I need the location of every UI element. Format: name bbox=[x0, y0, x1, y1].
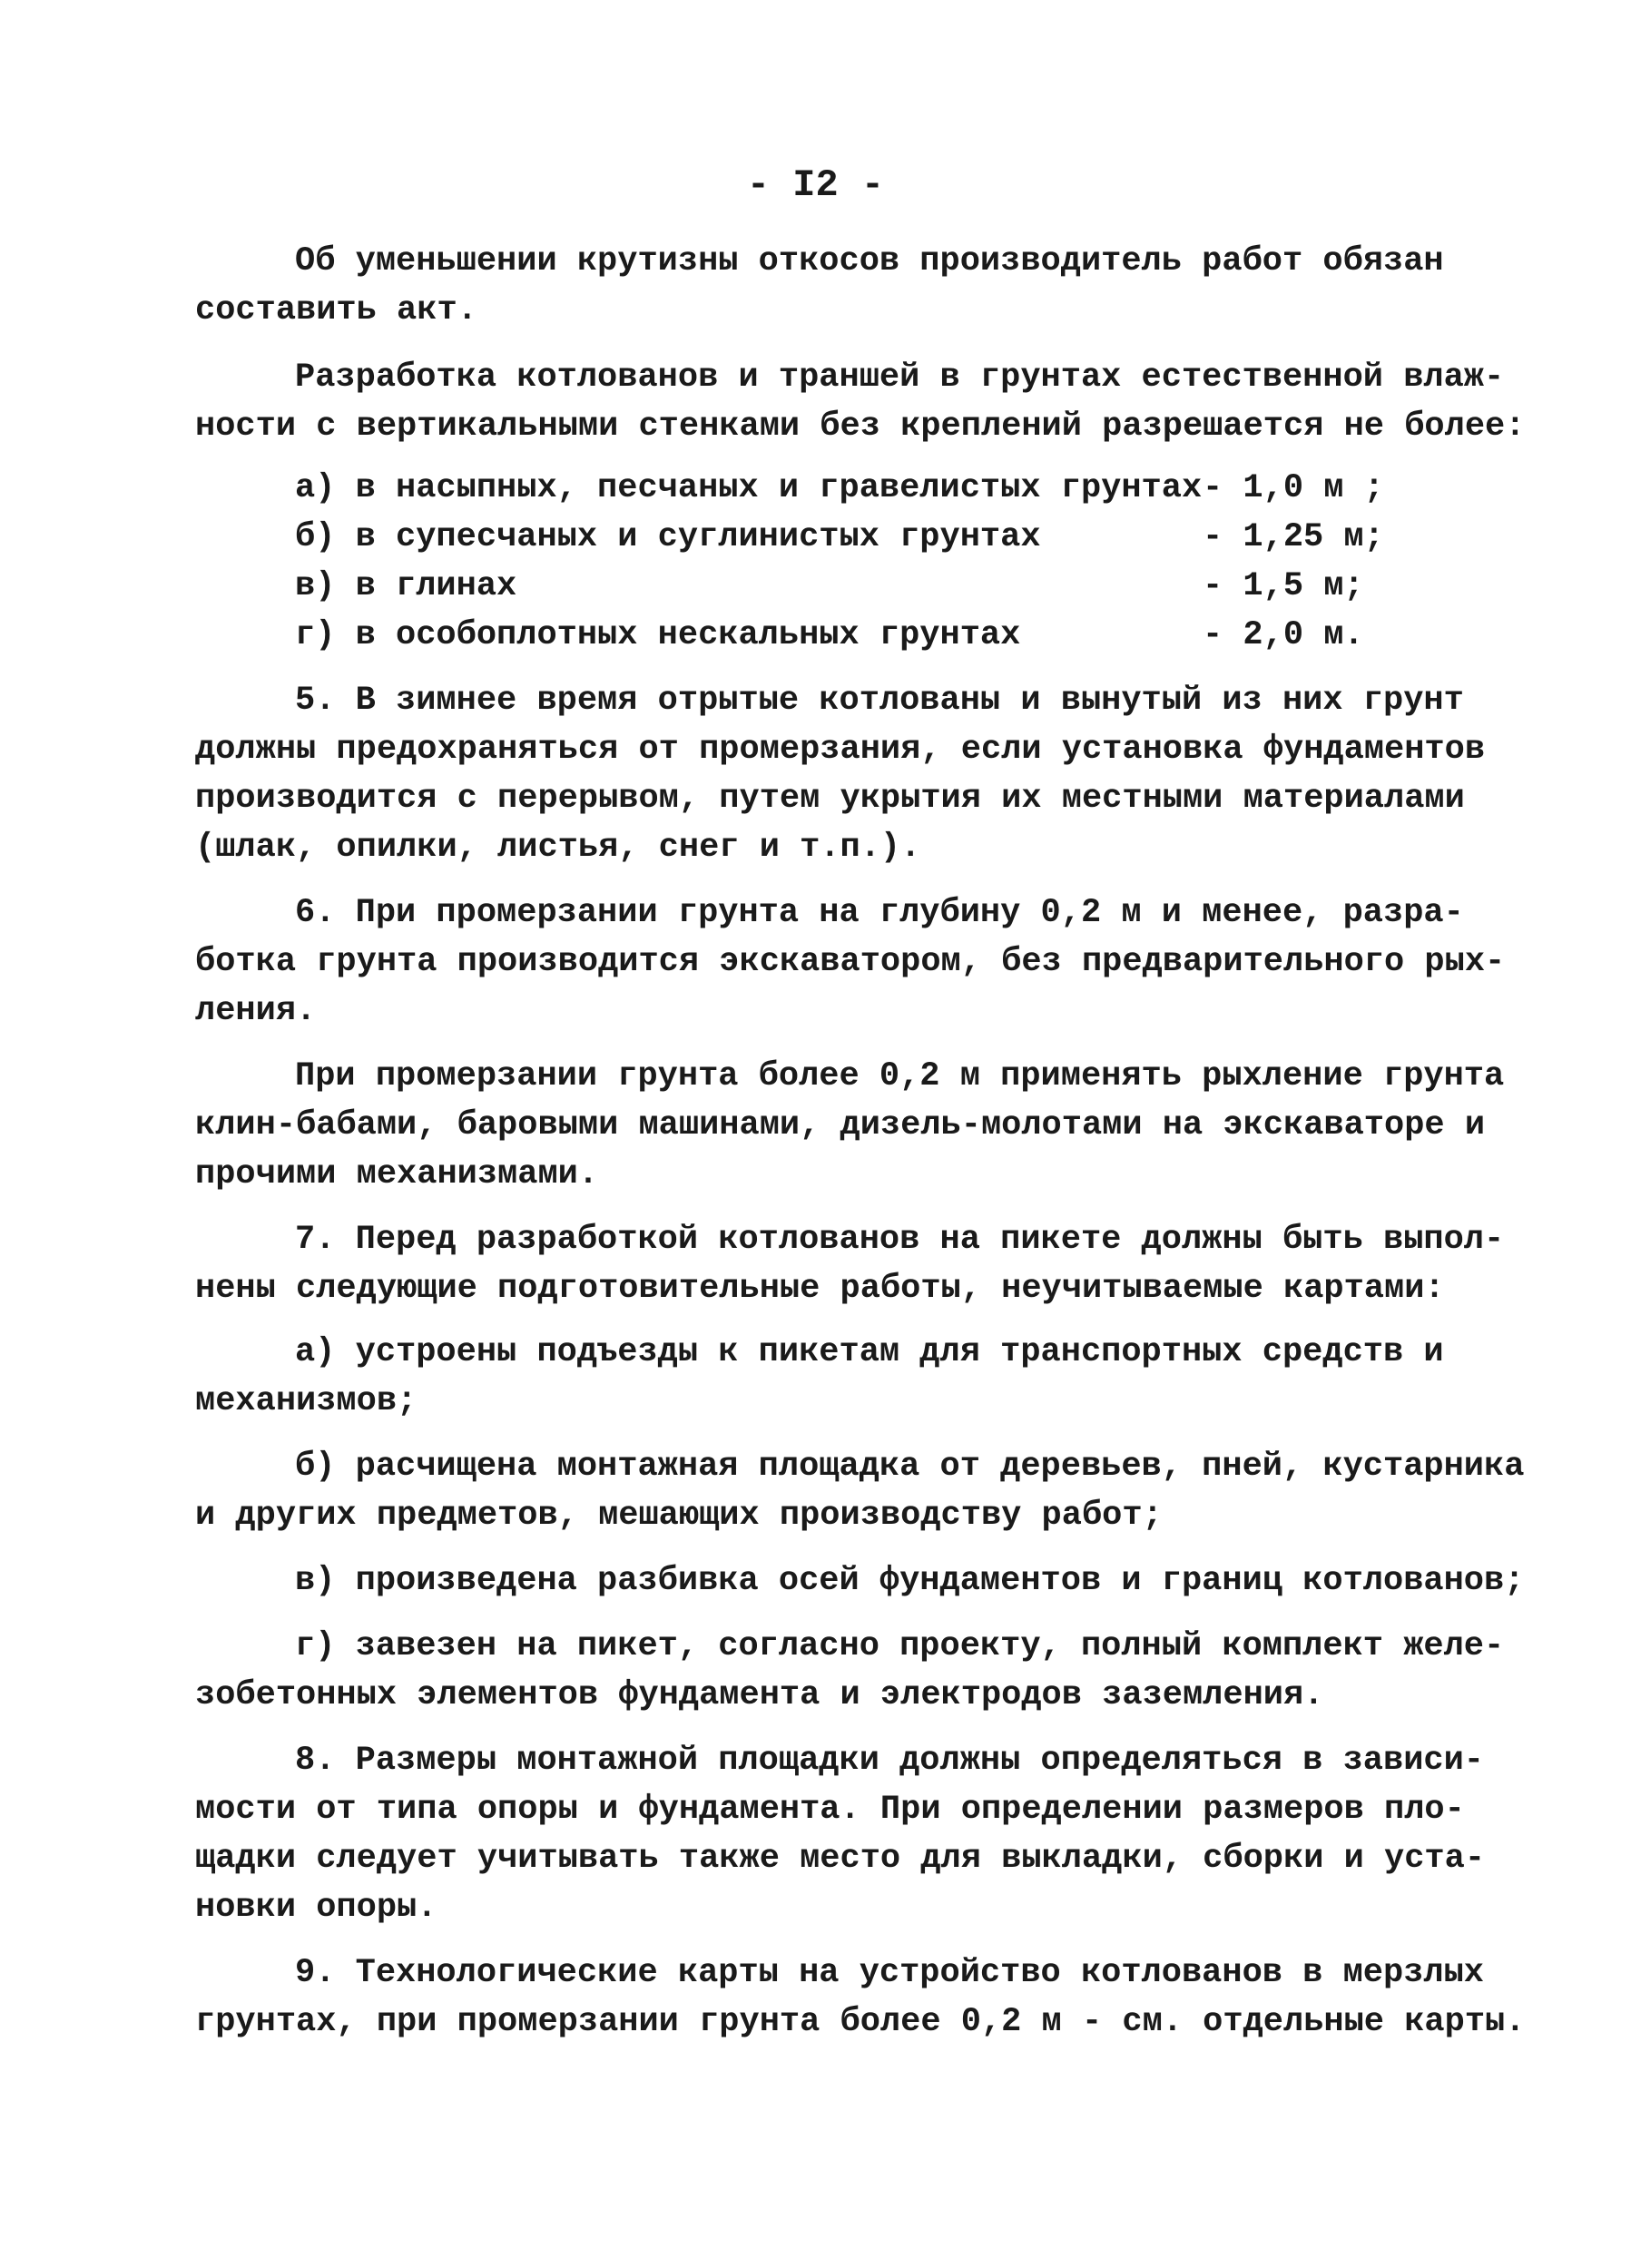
soil-limit-label: в) в глинах bbox=[295, 567, 517, 605]
soil-limit-label: б) в супесчаных и суглинистых грунтах bbox=[295, 518, 1041, 556]
p7-line-2: нены следующие подготовительные работы, неучитываемые картами: bbox=[195, 1270, 1445, 1308]
p5-line-4: (шлак, опилки, листья, снег и т.п.). bbox=[195, 829, 921, 867]
p1-line-2: составить акт. bbox=[195, 291, 477, 329]
p7b-line-1: б) расчищена монтажная площадка от деревьев, пней, кустарника bbox=[295, 1448, 1525, 1486]
p7a-line-2: механизмов; bbox=[195, 1382, 418, 1420]
p6-line-2: ботка грунта производится экскаватором, без предварительного рых- bbox=[195, 943, 1506, 981]
p8-line-2: мости от типа опоры и фундамента. При определении размеров пло- bbox=[195, 1791, 1465, 1829]
p9-line-2: грунтах, при промерзании грунта более 0,2 м - см. отдельные карты. bbox=[195, 2003, 1526, 2041]
soil-limit-row bbox=[295, 465, 1475, 512]
soil-limit-row bbox=[295, 563, 1475, 610]
soil-limit-value: - 1,5 м; bbox=[1203, 567, 1364, 605]
p7-line-1: 7. Перед разработкой котлованов на пикете должны быть выпол- bbox=[295, 1221, 1505, 1259]
p5-line-1: 5. В зимнее время отрытые котлованы и вынутый из них грунт bbox=[295, 682, 1464, 720]
soil-limit-value: - 1,25 м; bbox=[1203, 518, 1384, 556]
p6b-line-2: клин-бабами, баровыми машинами, дизель-молотами на экскаваторе и bbox=[195, 1106, 1486, 1144]
p6b-line-3: прочими механизмами. bbox=[195, 1155, 599, 1193]
p7d-line-2: зобетонных элементов фундамента и электродов заземления. bbox=[195, 1676, 1324, 1714]
soil-limit-label: г) в особоплотных нескальных грунтах bbox=[295, 616, 1021, 654]
p9-line-1: 9. Технологические карты на устройство котлованов в мерзлых bbox=[295, 1954, 1485, 1992]
p8-line-4: новки опоры. bbox=[195, 1889, 437, 1927]
p8-line-3: щадки следует учитывать также место для выкладки, сборки и уста- bbox=[195, 1840, 1486, 1878]
p8-line-1: 8. Размеры монтажной площадки должны определяться в зависи- bbox=[295, 1742, 1485, 1780]
soil-limit-value: - 2,0 м. bbox=[1203, 616, 1364, 654]
p6b-line-1: При промерзании грунта более 0,2 м применять рыхление грунта bbox=[295, 1057, 1505, 1095]
soil-limit-row bbox=[295, 514, 1475, 561]
p2-line-2: ности с вертикальными стенками без креплений разрешается не более: bbox=[195, 407, 1526, 446]
soil-limit-value: - 1,0 м ; bbox=[1203, 469, 1384, 507]
soil-limit-label: а) в насыпных, песчаных и гравелистых грунтах bbox=[295, 469, 1203, 507]
p5-line-2: должны предохраняться от промерзания, если установка фундаментов bbox=[195, 731, 1486, 769]
p5-line-3: производится с перерывом, путем укрытия их местными материалами bbox=[195, 780, 1465, 818]
p2-line-1: Разработка котлованов и траншей в грунтах естественной влаж- bbox=[295, 358, 1505, 397]
p6-line-3: ления. bbox=[195, 992, 317, 1030]
p7a-line-1: а) устроены подъезды к пикетам для транспортных средств и bbox=[295, 1333, 1444, 1371]
page-number: - I2 - bbox=[746, 163, 885, 207]
p7c-line-1: в) произведена разбивка осей фундаментов и границ котлованов; bbox=[295, 1562, 1525, 1600]
p6-line-1: 6. При промерзании грунта на глубину 0,2 м и менее, разра- bbox=[295, 894, 1464, 932]
soil-limit-row bbox=[295, 612, 1475, 659]
p1-line-1: Об уменьшении крутизны откосов производитель работ обязан bbox=[295, 242, 1444, 280]
p7b-line-2: и других предметов, мешающих производству работ; bbox=[195, 1497, 1163, 1535]
p7d-line-1: г) завезен на пикет, согласно проекту, полный комплект желе- bbox=[295, 1627, 1505, 1665]
